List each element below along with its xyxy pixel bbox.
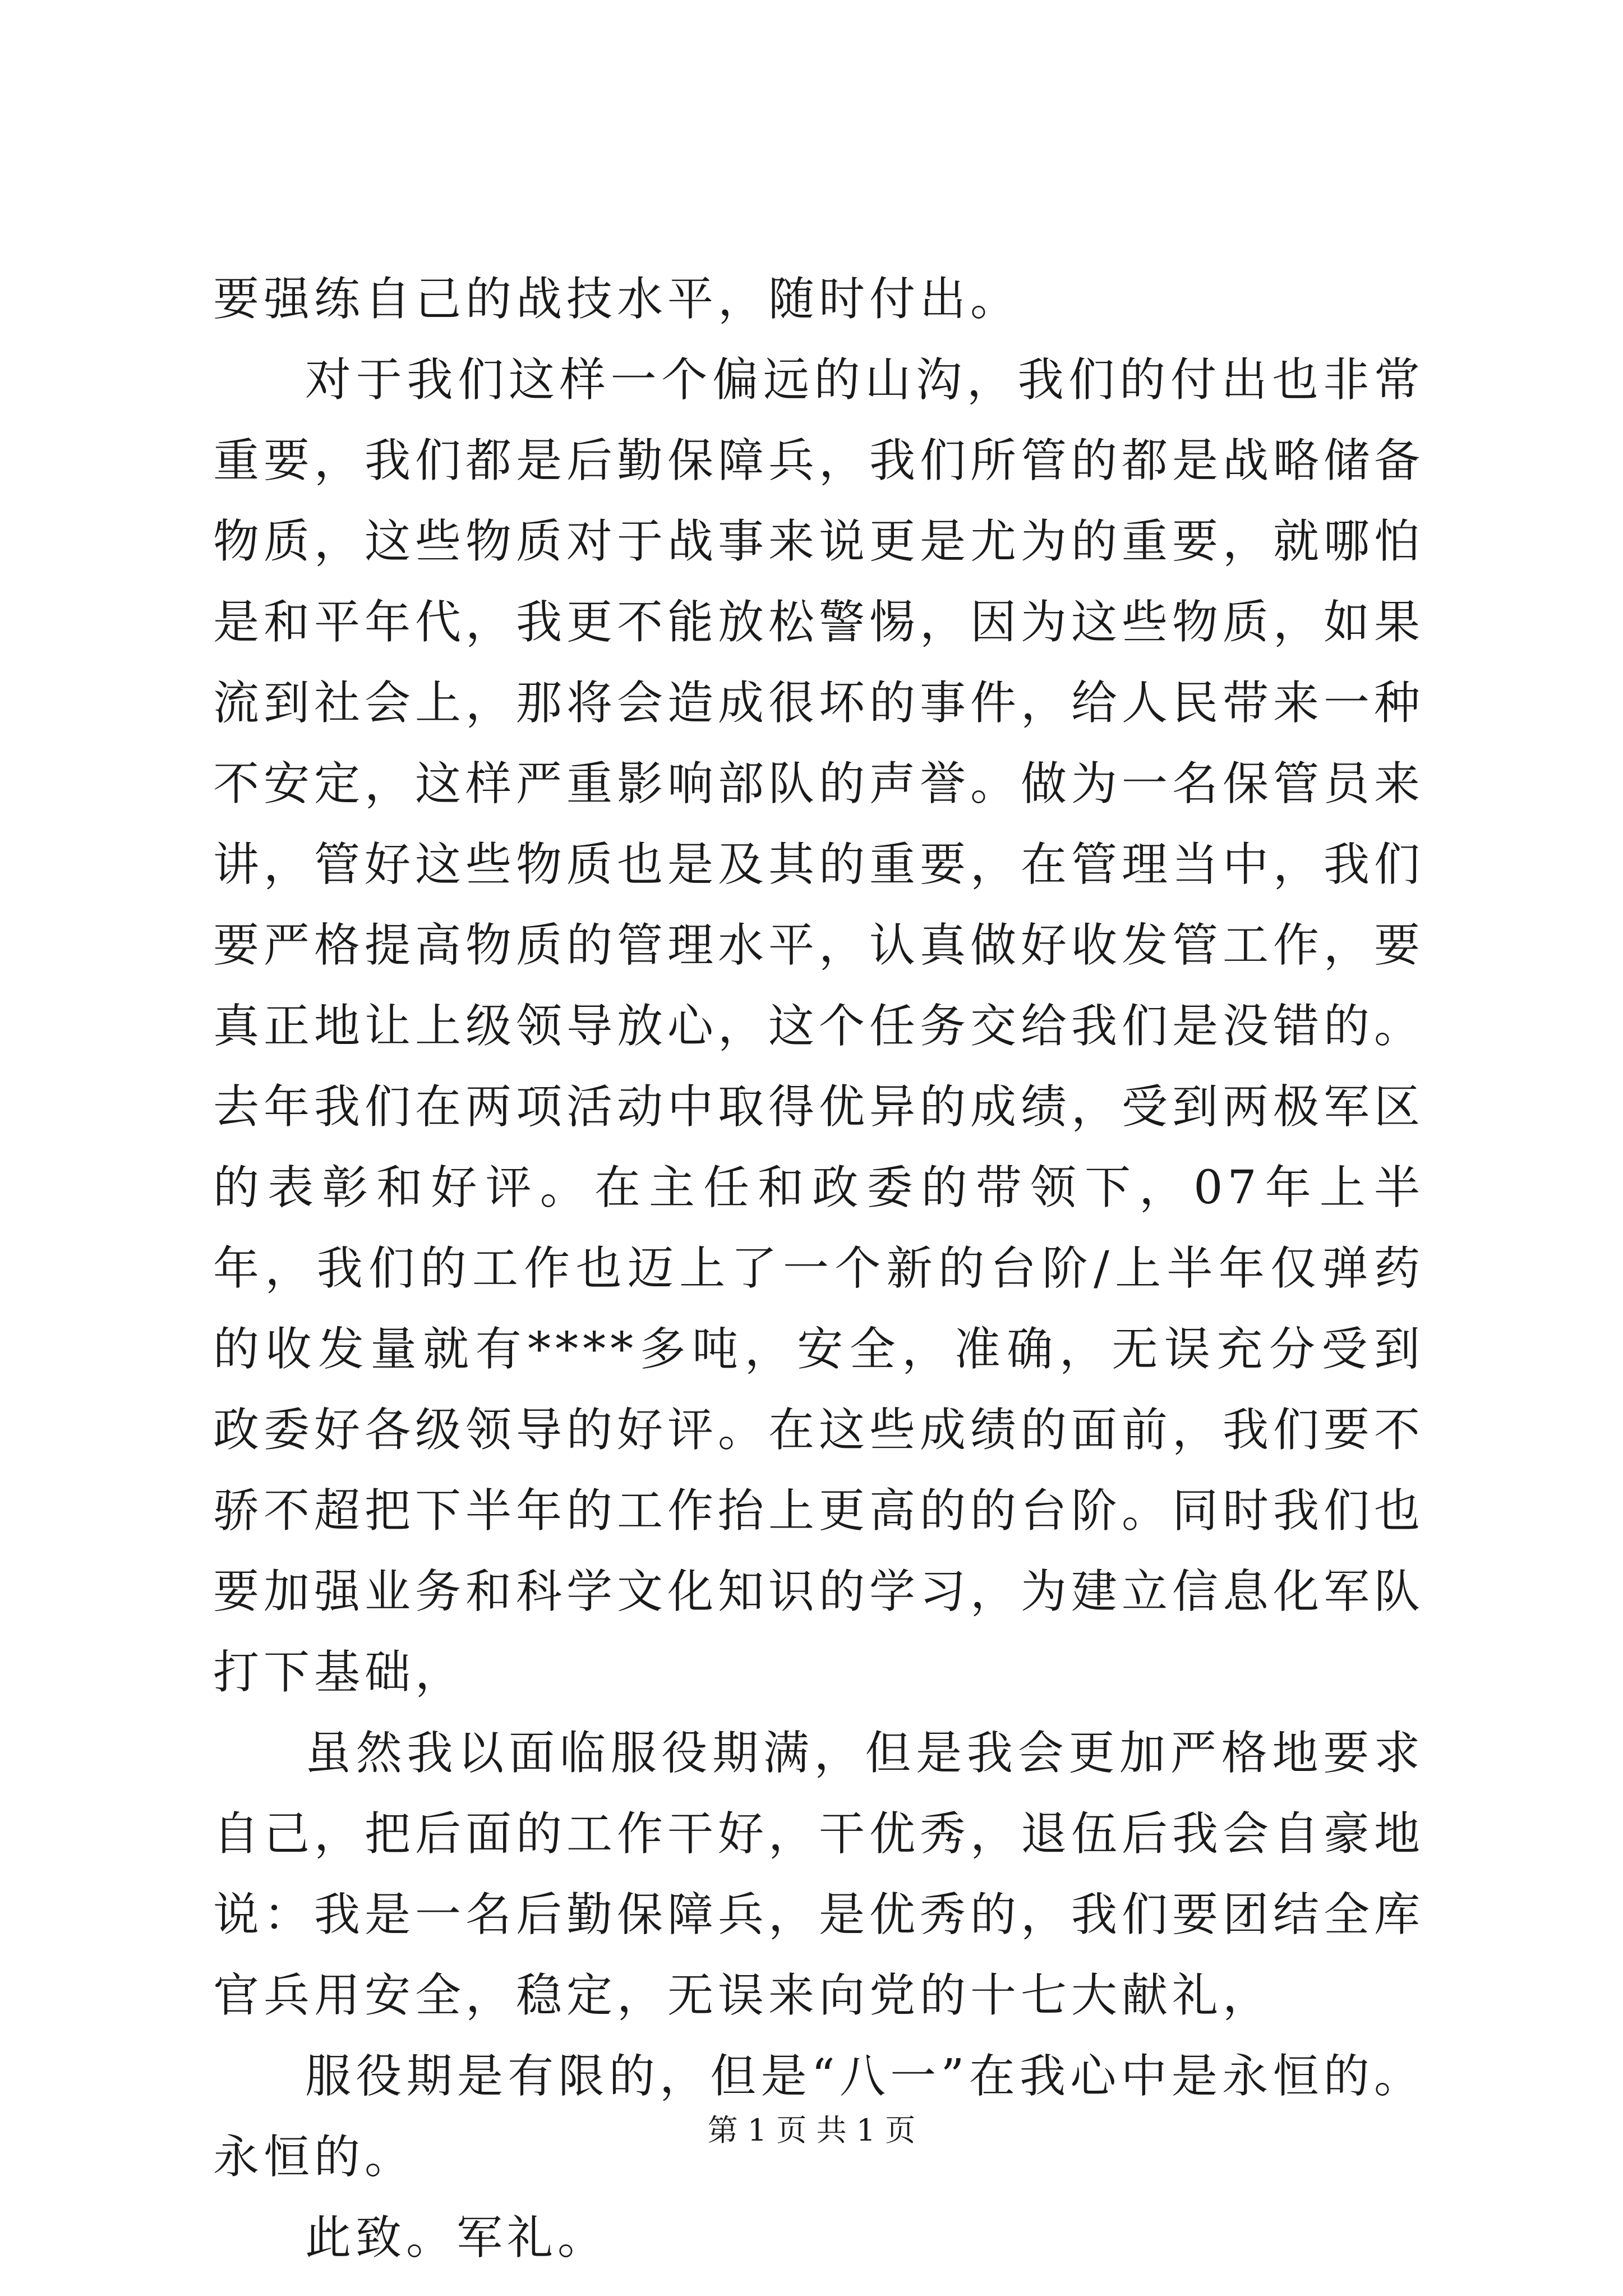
paragraph-2: 对于我们这样一个偏远的山沟，我们的付出也非常重要，我们都是后勤保障兵，我们所管的都是战略储备物质，这些物质对于战事来说更是尤为的重要，就哪怕是和平年代，我更不能放松警惕，因为这些物质，如果流到社会上，那将会造成很坏的事件，给人民带来一种不安定，这样严重影响部队的声誉。做为一名保管员来讲，管好这些物质也是及其的重要，在管理当中，我们要严格提高物质的管理水平，认真做好收发管工作，要真正地让上级领导放心，这个任务交给我们是没错的。去年我们在两项活动中取得优异的成绩，受到两极军区的表彰和好评。在主任和政委的带领下，07年上半年，我们的工作也迈上了一个新的台阶/上半年仅弹药的收发量就有****多吨，安全，准确，无误充分受到政委好各级领导的好评。在这些成绩的面前，我们要不骄不超把下半年的工作抬上更高的的台阶。同时我们也要加强业务和科学文化知识的学习，为建立信息化军队打下基础， <box>213 353 1425 1699</box>
paragraph-5: 此致。军礼。 <box>305 2211 608 2265</box>
paragraph-3: 虽然我以面临服役期满，但是我会更加严格地要求自己，把后面的工作干好，干优秀，退伍后我会自豪地说：我是一名后勤保障兵，是优秀的，我们要团结全库官兵用安全，稳定，无误来向党的十七大献礼， <box>213 1727 1425 2022</box>
document-body <box>213 259 1424 2279</box>
paragraph-4: 服役期是有限的，但是“八一”在我心中是永恒的。永恒的。 <box>213 2050 1424 2184</box>
page-footer: 第 1 页 共 1 页 <box>707 2113 916 2148</box>
paragraph-1: 要强练自己的战技水平，随时付出。 <box>213 273 1021 326</box>
